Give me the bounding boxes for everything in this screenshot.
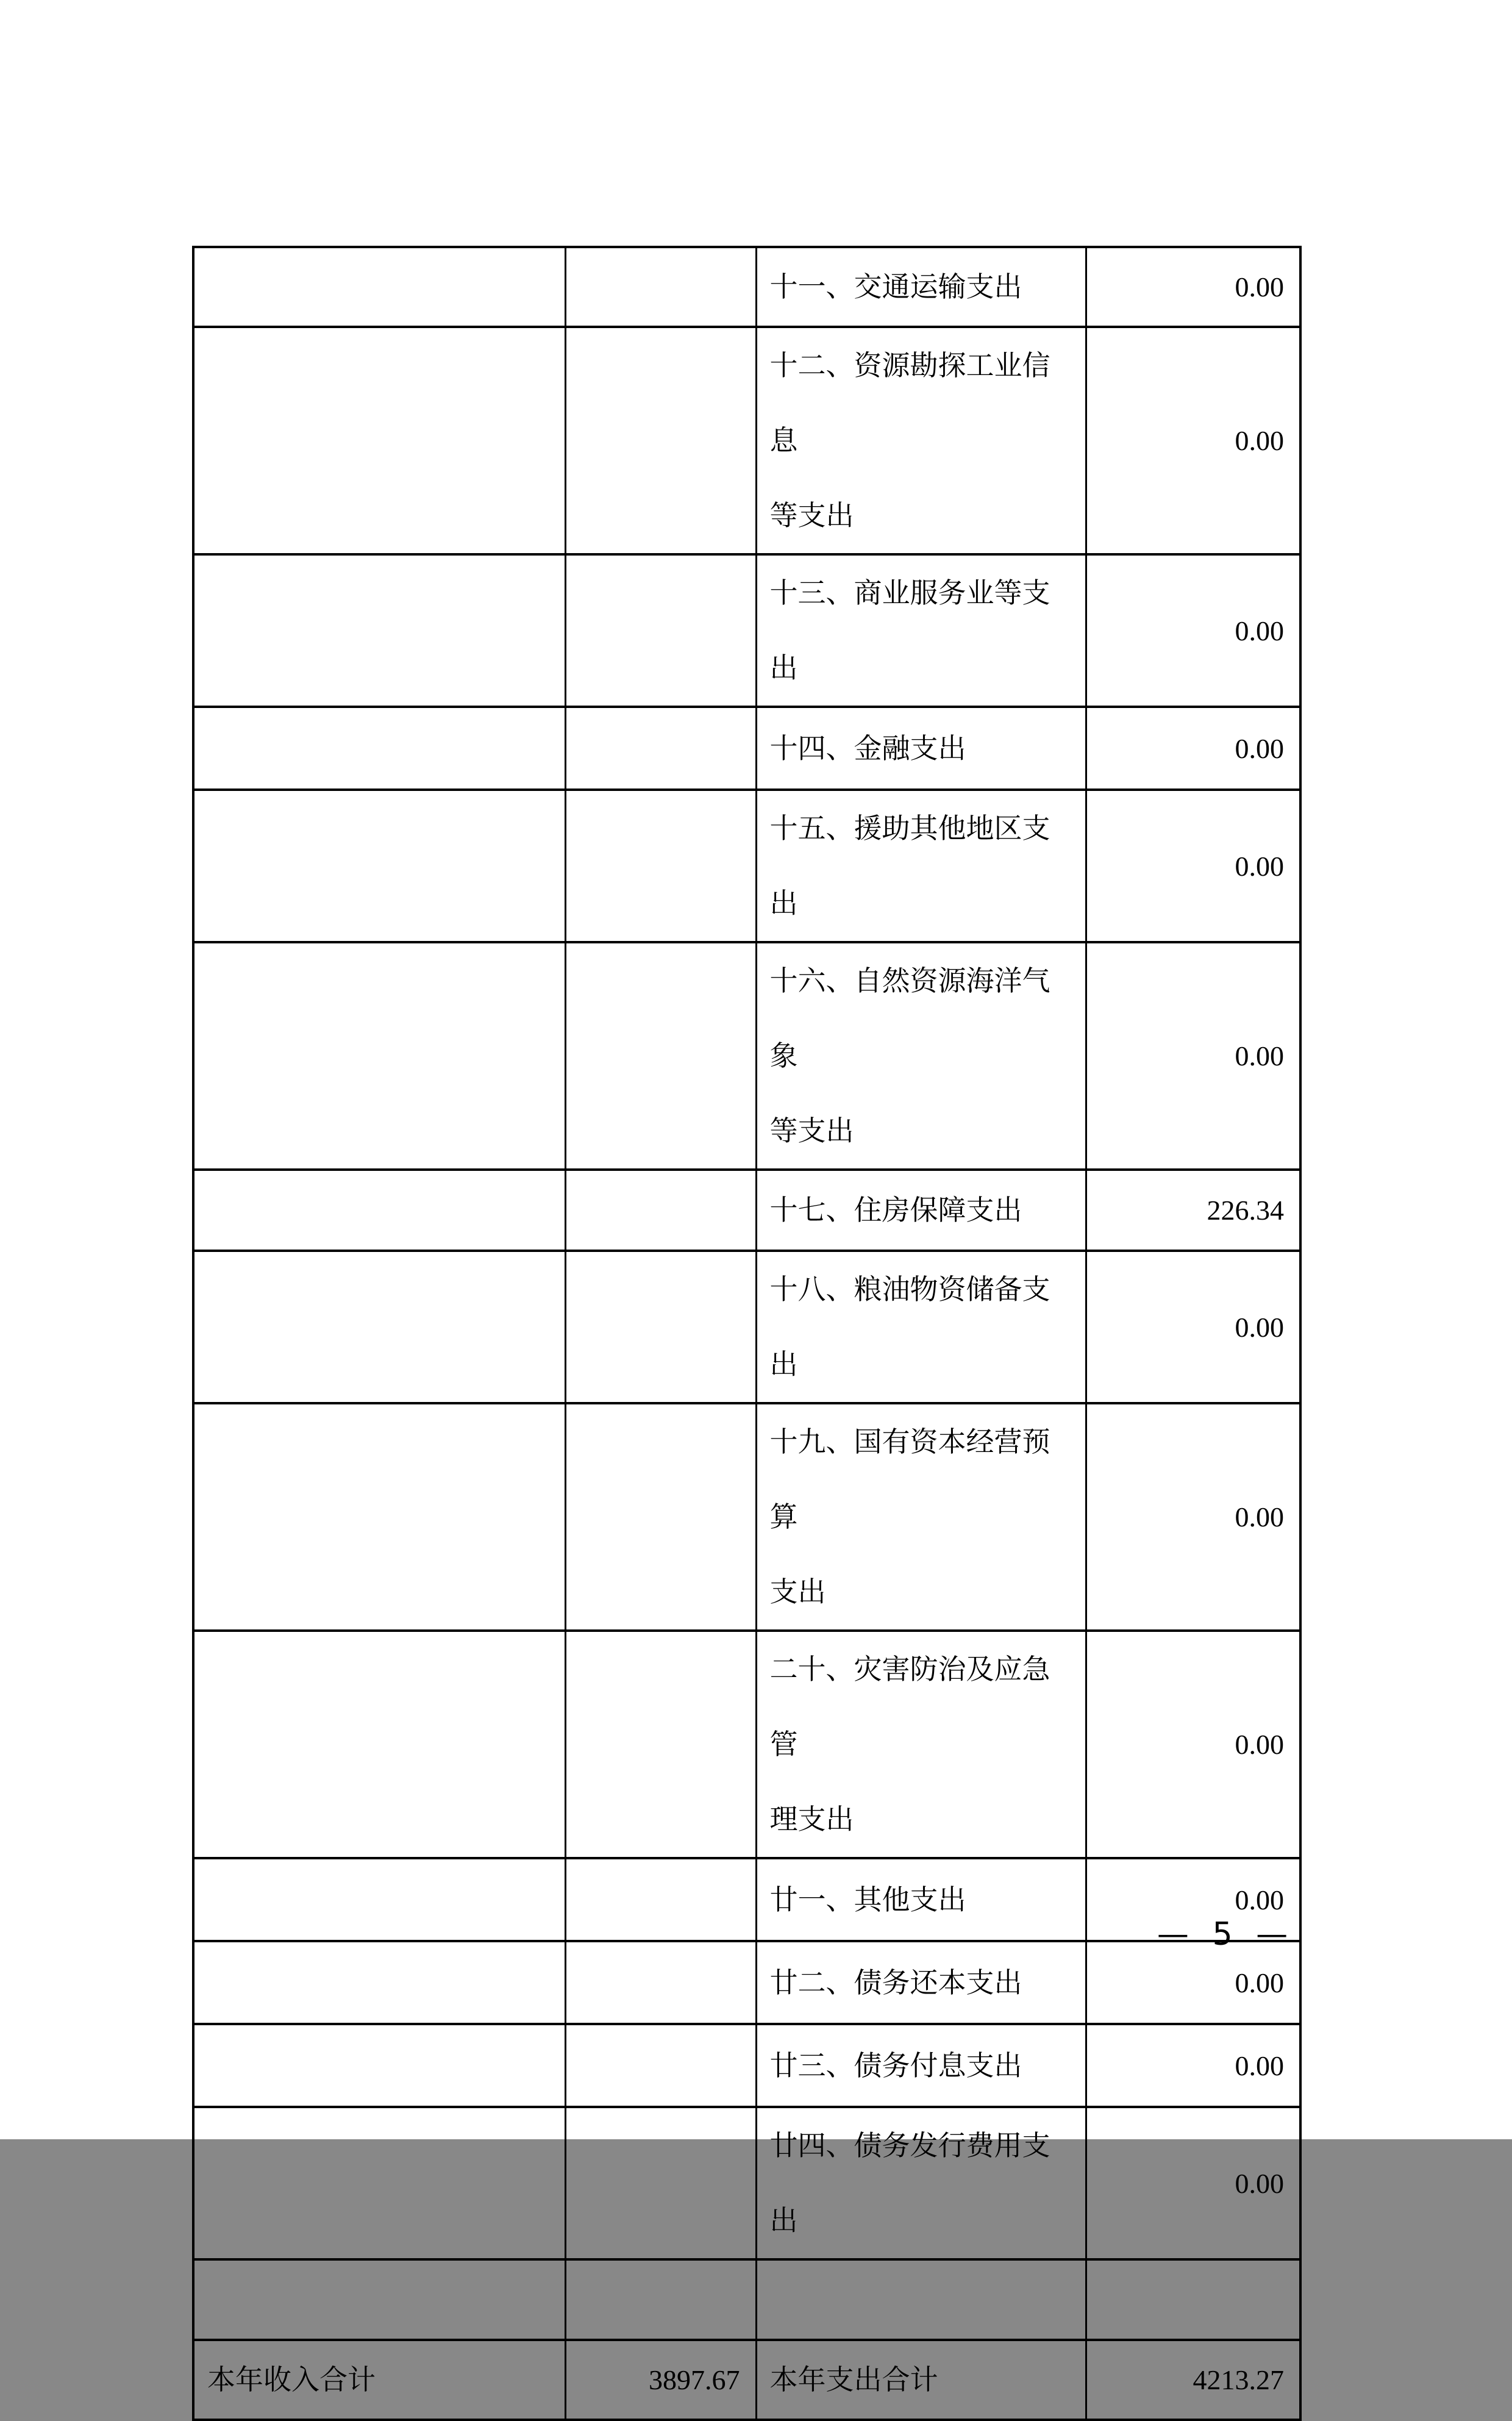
expense-item-value: 226.34 xyxy=(1086,1170,1300,1251)
income-item-cell-empty xyxy=(193,554,565,707)
income-item-cell-empty xyxy=(193,1170,565,1251)
expense-item-value: 0.00 xyxy=(1086,942,1300,1170)
expense-item-label: 十七、住房保障支出 xyxy=(756,1170,1086,1251)
expense-item-label: 二十、灾害防治及应急管 理支出 xyxy=(756,1631,1086,1858)
expense-item-label: 廿一、其他支出 xyxy=(756,1858,1086,1941)
table-row xyxy=(193,1403,1300,1631)
income-value-cell-empty xyxy=(565,2024,756,2107)
expense-item-value: 0.00 xyxy=(1086,1251,1300,1403)
income-item-cell-empty xyxy=(193,2107,565,2259)
expense-item-label: 十八、粮油物资储备支出 xyxy=(756,1251,1086,1403)
income-item-cell-empty xyxy=(193,247,565,327)
expense-item-label: 十六、自然资源海洋气象 等支出 xyxy=(756,942,1086,1170)
income-item-cell-empty xyxy=(193,2024,565,2107)
expense-item-value: 0.00 xyxy=(1086,2107,1300,2259)
expense-item-value: 0.00 xyxy=(1086,247,1300,327)
expense-item-label: 十二、资源勘探工业信息 等支出 xyxy=(756,327,1086,554)
expense-item-value: 0.00 xyxy=(1086,1941,1300,2024)
income-value-cell-empty xyxy=(565,2107,756,2259)
expense-item-value: 0.00 xyxy=(1086,790,1300,942)
income-value-cell-empty xyxy=(565,790,756,942)
table-row-empty xyxy=(193,2259,1300,2340)
expense-item-label: 十九、国有资本经营预算 支出 xyxy=(756,1403,1086,1631)
income-item-cell-empty xyxy=(193,1403,565,1631)
table-row xyxy=(193,1170,1300,1251)
expense-item-label: 十四、金融支出 xyxy=(756,707,1086,790)
expense-item-label: 十一、交通运输支出 xyxy=(756,247,1086,327)
income-item-cell-empty xyxy=(193,1251,565,1403)
expense-item-value: 0.00 xyxy=(1086,2024,1300,2107)
budget-table xyxy=(192,246,1302,2421)
income-item-cell-empty xyxy=(193,790,565,942)
table-row xyxy=(193,327,1300,554)
income-value-cell-empty xyxy=(565,1251,756,1403)
table-row xyxy=(193,1251,1300,1403)
income-item-cell-empty xyxy=(193,942,565,1170)
table-row xyxy=(193,1631,1300,1858)
income-value-cell-empty xyxy=(565,942,756,1170)
empty-cell xyxy=(756,2259,1086,2340)
income-value-cell-empty xyxy=(565,1631,756,1858)
expense-item-label: 廿三、债务付息支出 xyxy=(756,2024,1086,2107)
table-row xyxy=(193,2107,1300,2259)
table-row-totals xyxy=(193,2340,1300,2420)
expense-item-value: 0.00 xyxy=(1086,707,1300,790)
expense-item-value: 0.00 xyxy=(1086,327,1300,554)
expense-item-value: 0.00 xyxy=(1086,1858,1300,1941)
empty-cell xyxy=(565,2259,756,2340)
income-item-cell-empty xyxy=(193,1941,565,2024)
expense-item-value: 0.00 xyxy=(1086,554,1300,707)
income-item-cell-empty xyxy=(193,1858,565,1941)
expense-total-value: 4213.27 xyxy=(1086,2340,1300,2420)
table-row xyxy=(193,790,1300,942)
empty-cell xyxy=(1086,2259,1300,2340)
income-total-label: 本年收入合计 xyxy=(193,2340,565,2420)
income-item-cell-empty xyxy=(193,327,565,554)
expense-item-label: 廿四、债务发行费用支出 xyxy=(756,2107,1086,2259)
income-total-value: 3897.67 xyxy=(565,2340,756,2420)
expense-item-label: 廿二、债务还本支出 xyxy=(756,1941,1086,2024)
expense-item-value: 0.00 xyxy=(1086,1403,1300,1631)
expense-item-value: 0.00 xyxy=(1086,1631,1300,1858)
table-row xyxy=(193,707,1300,790)
expense-item-label: 十三、商业服务业等支出 xyxy=(756,554,1086,707)
income-value-cell-empty xyxy=(565,327,756,554)
table-row xyxy=(193,247,1300,327)
income-value-cell-empty xyxy=(565,247,756,327)
table-row xyxy=(193,942,1300,1170)
expense-total-label: 本年支出合计 xyxy=(756,2340,1086,2420)
income-value-cell-empty xyxy=(565,1858,756,1941)
table-row xyxy=(193,2024,1300,2107)
table-row xyxy=(193,554,1300,707)
expense-item-label: 十五、援助其他地区支出 xyxy=(756,790,1086,942)
page-number: — 5 — xyxy=(1157,1916,1288,1953)
income-value-cell-empty xyxy=(565,1170,756,1251)
income-value-cell-empty xyxy=(565,707,756,790)
income-item-cell-empty xyxy=(193,1631,565,1858)
income-value-cell-empty xyxy=(565,554,756,707)
income-value-cell-empty xyxy=(565,1941,756,2024)
income-value-cell-empty xyxy=(565,1403,756,1631)
income-item-cell-empty xyxy=(193,707,565,790)
empty-cell xyxy=(193,2259,565,2340)
